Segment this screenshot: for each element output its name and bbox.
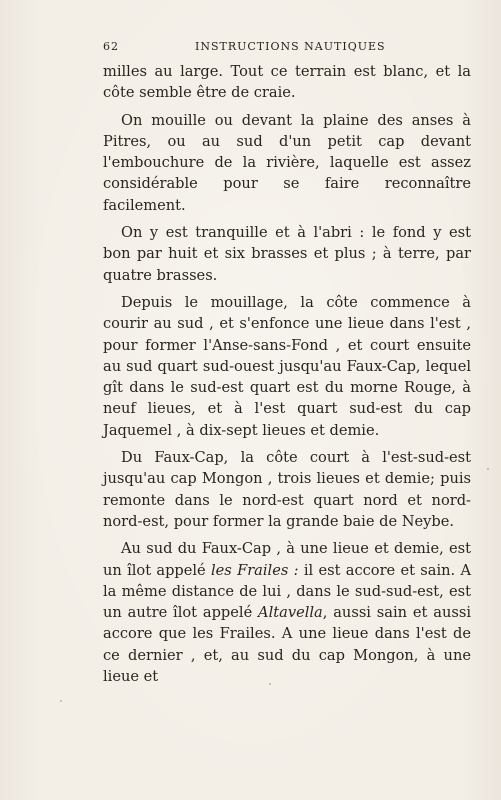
- page-number: 62: [103, 40, 119, 53]
- paragraph-6-text-c: , aussi sain et aussi accore que les Frailes. A une lieue dans l'est de ce dernier , et, au sud du cap Mongon, à une lieue et: [103, 604, 471, 686]
- paragraph-5: [103, 447, 471, 532]
- paper-speck: [487, 468, 489, 470]
- paragraph-6: [103, 538, 471, 687]
- paragraph-1-text: milles au large. Tout ce terrain est blanc, et la côte semble être de craie.: [103, 63, 471, 102]
- paragraph-3: [103, 222, 471, 286]
- paragraph-3-text: On y est tranquille et à l'abri : le fond y est bon par huit et six brasses et plus ; à terre, par quatre brasses.: [103, 224, 471, 284]
- paragraph-4-text: Depuis le mouillage, la côte commence à courir au sud , et s'enfonce une lieue dans l'est , pour former l'Anse-sans-Fond , et court ensuite au sud quart sud-ouest jusqu'au Faux-Cap, lequel gît dans le sud-est quart est du morne Rouge, à neuf lieues, et à l'est quart sud-est du cap Jaquemel , à dix-sept lieues et demie.: [103, 293, 471, 439]
- paper-speck: [269, 683, 271, 685]
- paragraph-4: [103, 292, 471, 441]
- paragraph-2-text: On mouille ou devant la plaine des anses à Pitres, ou au sud d'un petit cap devant l'embouchure de la rivière, laquelle est assez considérable pour se faire reconnaître facilement.: [103, 111, 471, 214]
- running-title: INSTRUCTIONS NAUTIQUES: [195, 40, 386, 53]
- paragraph-5-text: Du Faux-Cap, la côte court à l'est-sud-est jusqu'au cap Mongon , trois lieues et demie; puis remonte dans le nord-est quart nord et nord-nord-est, pour former la grande baie de Neybe.: [103, 449, 471, 530]
- paragraph-6-text-b: il est accore et sain. A la même distance de lui , dans le sud-sud-est, est un autre îlot appelé: [103, 561, 471, 622]
- paragraph-1: [103, 61, 471, 104]
- paragraph-6-text-a: Au sud du Faux-Cap , à une lieue et demie, est un îlot appelé: [103, 540, 471, 579]
- islet-name-altavella: Altavella: [258, 604, 323, 622]
- paper-speck: [60, 700, 62, 702]
- paragraph-2: [103, 110, 471, 216]
- islet-name-les-frailes: les Frailes :: [210, 561, 299, 579]
- page-header: [103, 40, 463, 58]
- body-text: [103, 61, 471, 693]
